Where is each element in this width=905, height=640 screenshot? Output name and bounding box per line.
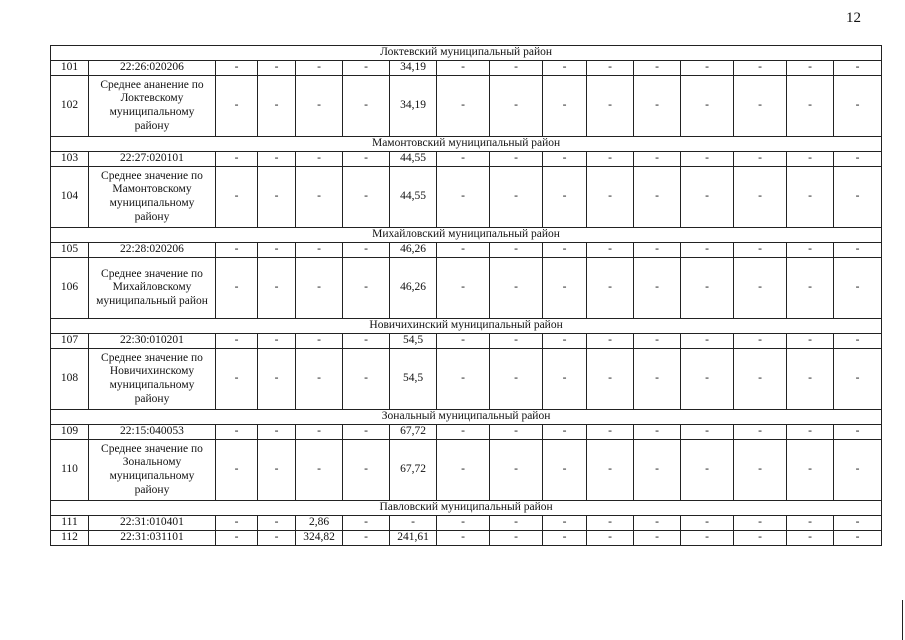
row-number: 109 bbox=[51, 425, 89, 440]
value-cell: - bbox=[587, 516, 634, 531]
value-cell: - bbox=[734, 167, 787, 228]
value-cell: - bbox=[634, 152, 681, 167]
value-cell: - bbox=[834, 258, 882, 319]
average-label: Среднее значение по Новичихинскому муниципальному району bbox=[89, 349, 216, 410]
value-cell: - bbox=[543, 152, 587, 167]
section-title: Зональный муниципальный район bbox=[51, 410, 882, 425]
value-cell: - bbox=[490, 167, 543, 228]
value-cell: - bbox=[587, 167, 634, 228]
value-cell: - bbox=[216, 531, 258, 546]
value-cell: - bbox=[834, 243, 882, 258]
value-cell: - bbox=[343, 243, 390, 258]
value-cell: 2,86 bbox=[296, 516, 343, 531]
value-cell: - bbox=[634, 76, 681, 137]
value-cell: - bbox=[343, 258, 390, 319]
value-cell: - bbox=[437, 61, 490, 76]
value-cell: - bbox=[543, 334, 587, 349]
value-cell: - bbox=[258, 349, 296, 410]
value-cell: - bbox=[543, 258, 587, 319]
table-row bbox=[51, 152, 882, 167]
value-cell: - bbox=[834, 152, 882, 167]
cadastral-quarter: 22:28:020206 bbox=[89, 243, 216, 258]
value-cell: - bbox=[343, 516, 390, 531]
value-cell: - bbox=[787, 243, 834, 258]
row-number: 101 bbox=[51, 61, 89, 76]
table-row bbox=[51, 349, 882, 410]
value-cell: - bbox=[296, 167, 343, 228]
value-cell: - bbox=[343, 425, 390, 440]
value-cell: - bbox=[258, 243, 296, 258]
value-cell: 324,82 bbox=[296, 531, 343, 546]
value-cell: - bbox=[490, 334, 543, 349]
value-cell: - bbox=[587, 243, 634, 258]
value-cell: - bbox=[834, 425, 882, 440]
section-header-row bbox=[51, 501, 882, 516]
section-header-row bbox=[51, 410, 882, 425]
row-number: 105 bbox=[51, 243, 89, 258]
row-number: 103 bbox=[51, 152, 89, 167]
row-number: 110 bbox=[51, 440, 89, 501]
value-cell: - bbox=[734, 440, 787, 501]
value-cell: - bbox=[787, 425, 834, 440]
value-cell: - bbox=[734, 76, 787, 137]
value-cell: - bbox=[787, 349, 834, 410]
value-cell: - bbox=[834, 334, 882, 349]
value-cell: - bbox=[437, 425, 490, 440]
value-cell: - bbox=[343, 531, 390, 546]
value-cell: 54,5 bbox=[390, 334, 437, 349]
value-cell: - bbox=[634, 440, 681, 501]
table-row bbox=[51, 167, 882, 228]
value-cell: - bbox=[834, 516, 882, 531]
value-cell: - bbox=[296, 425, 343, 440]
value-cell: - bbox=[681, 440, 734, 501]
value-cell: - bbox=[437, 516, 490, 531]
value-cell: - bbox=[258, 440, 296, 501]
row-number: 108 bbox=[51, 349, 89, 410]
value-cell: - bbox=[437, 349, 490, 410]
value-cell: - bbox=[587, 76, 634, 137]
value-cell: - bbox=[787, 531, 834, 546]
value-cell: - bbox=[543, 425, 587, 440]
section-title: Павловский муниципальный район bbox=[51, 501, 882, 516]
value-cell: - bbox=[587, 349, 634, 410]
value-cell: - bbox=[296, 152, 343, 167]
value-cell: - bbox=[681, 531, 734, 546]
row-number: 107 bbox=[51, 334, 89, 349]
value-cell: - bbox=[296, 61, 343, 76]
value-cell: 44,55 bbox=[390, 167, 437, 228]
value-cell: - bbox=[734, 61, 787, 76]
value-cell: - bbox=[216, 61, 258, 76]
value-cell: - bbox=[681, 258, 734, 319]
row-number: 106 bbox=[51, 258, 89, 319]
value-cell: - bbox=[787, 440, 834, 501]
value-cell: 241,61 bbox=[390, 531, 437, 546]
value-cell: 54,5 bbox=[390, 349, 437, 410]
value-cell: - bbox=[296, 243, 343, 258]
cadastral-quarter: 22:26:020206 bbox=[89, 61, 216, 76]
value-cell: - bbox=[734, 349, 787, 410]
row-number: 102 bbox=[51, 76, 89, 137]
value-cell: - bbox=[258, 152, 296, 167]
value-cell: - bbox=[543, 243, 587, 258]
table-row bbox=[51, 516, 882, 531]
value-cell: - bbox=[437, 440, 490, 501]
table-row bbox=[51, 61, 882, 76]
value-cell: - bbox=[216, 243, 258, 258]
value-cell: - bbox=[543, 531, 587, 546]
value-cell: - bbox=[490, 258, 543, 319]
value-cell: - bbox=[343, 349, 390, 410]
value-cell: - bbox=[258, 167, 296, 228]
table-row bbox=[51, 243, 882, 258]
value-cell: - bbox=[437, 152, 490, 167]
value-cell: - bbox=[587, 334, 634, 349]
value-cell: - bbox=[437, 243, 490, 258]
cadastral-quarter: 22:31:010401 bbox=[89, 516, 216, 531]
value-cell: - bbox=[734, 243, 787, 258]
value-cell: - bbox=[587, 531, 634, 546]
value-cell: - bbox=[587, 440, 634, 501]
average-label: Среднее ананение по Локтевскому муниципальному району bbox=[89, 76, 216, 137]
value-cell: - bbox=[216, 258, 258, 319]
value-cell: - bbox=[216, 440, 258, 501]
value-cell: - bbox=[216, 167, 258, 228]
value-cell: - bbox=[490, 440, 543, 501]
value-cell: - bbox=[543, 61, 587, 76]
value-cell: - bbox=[258, 334, 296, 349]
table-row bbox=[51, 258, 882, 319]
value-cell: - bbox=[681, 76, 734, 137]
section-header-row bbox=[51, 228, 882, 243]
value-cell: 44,55 bbox=[390, 152, 437, 167]
value-cell: - bbox=[437, 167, 490, 228]
value-cell: - bbox=[787, 516, 834, 531]
value-cell: 34,19 bbox=[390, 61, 437, 76]
average-label: Среднее значение по Михайловскому муниципальный район bbox=[89, 258, 216, 319]
value-cell: - bbox=[490, 61, 543, 76]
value-cell: - bbox=[681, 425, 734, 440]
value-cell: - bbox=[343, 167, 390, 228]
row-number: 111 bbox=[51, 516, 89, 531]
value-cell: - bbox=[216, 76, 258, 137]
value-cell: - bbox=[490, 425, 543, 440]
value-cell: - bbox=[681, 334, 734, 349]
table-row bbox=[51, 531, 882, 546]
value-cell: - bbox=[343, 152, 390, 167]
value-cell: - bbox=[634, 349, 681, 410]
value-cell: - bbox=[296, 76, 343, 137]
value-cell: - bbox=[543, 76, 587, 137]
cadastral-quarter: 22:30:010201 bbox=[89, 334, 216, 349]
table-row bbox=[51, 425, 882, 440]
table-row bbox=[51, 440, 882, 501]
value-cell: - bbox=[437, 531, 490, 546]
value-cell: - bbox=[343, 440, 390, 501]
value-cell: - bbox=[258, 531, 296, 546]
value-cell: - bbox=[734, 334, 787, 349]
value-cell: - bbox=[681, 516, 734, 531]
value-cell: - bbox=[258, 61, 296, 76]
section-header-row bbox=[51, 319, 882, 334]
value-cell: - bbox=[343, 61, 390, 76]
value-cell: - bbox=[734, 531, 787, 546]
section-header-row bbox=[51, 46, 882, 61]
value-cell: - bbox=[587, 425, 634, 440]
value-cell: - bbox=[787, 258, 834, 319]
value-cell: - bbox=[634, 531, 681, 546]
value-cell: - bbox=[490, 531, 543, 546]
row-number: 112 bbox=[51, 531, 89, 546]
value-cell: - bbox=[258, 258, 296, 319]
value-cell: - bbox=[681, 152, 734, 167]
value-cell: - bbox=[216, 425, 258, 440]
scan-edge-mark bbox=[902, 600, 903, 640]
value-cell: - bbox=[587, 61, 634, 76]
page-number: 12 bbox=[846, 10, 861, 26]
value-cell: - bbox=[437, 76, 490, 137]
value-cell: - bbox=[834, 440, 882, 501]
value-cell: - bbox=[216, 334, 258, 349]
value-cell: - bbox=[543, 167, 587, 228]
value-cell: - bbox=[787, 167, 834, 228]
value-cell: - bbox=[834, 349, 882, 410]
value-cell: - bbox=[343, 76, 390, 137]
value-cell: - bbox=[834, 76, 882, 137]
value-cell: - bbox=[258, 425, 296, 440]
value-cell: - bbox=[216, 516, 258, 531]
value-cell: - bbox=[543, 349, 587, 410]
table-row bbox=[51, 76, 882, 137]
value-cell: - bbox=[634, 258, 681, 319]
table-row bbox=[51, 334, 882, 349]
value-cell: - bbox=[834, 531, 882, 546]
value-cell: - bbox=[634, 425, 681, 440]
section-title: Михайловский муниципальный район bbox=[51, 228, 882, 243]
cadastral-quarter: 22:27:020101 bbox=[89, 152, 216, 167]
value-cell: 46,26 bbox=[390, 258, 437, 319]
value-cell: - bbox=[634, 167, 681, 228]
average-label: Среднее значение по Мамонтовскому муниципальному району bbox=[89, 167, 216, 228]
value-cell: - bbox=[490, 516, 543, 531]
value-cell: - bbox=[634, 61, 681, 76]
value-cell: - bbox=[296, 440, 343, 501]
value-cell: - bbox=[587, 152, 634, 167]
value-cell: 34,19 bbox=[390, 76, 437, 137]
value-cell: - bbox=[258, 516, 296, 531]
value-cell: - bbox=[490, 349, 543, 410]
value-cell: - bbox=[734, 516, 787, 531]
section-title: Локтевский муниципальный район bbox=[51, 46, 882, 61]
row-number: 104 bbox=[51, 167, 89, 228]
value-cell: - bbox=[296, 334, 343, 349]
value-cell: - bbox=[437, 258, 490, 319]
value-cell: - bbox=[734, 152, 787, 167]
value-cell: - bbox=[390, 516, 437, 531]
value-cell: - bbox=[787, 76, 834, 137]
value-cell: - bbox=[258, 76, 296, 137]
value-cell: - bbox=[681, 243, 734, 258]
value-cell: - bbox=[681, 349, 734, 410]
cadastral-quarter: 22:31:031101 bbox=[89, 531, 216, 546]
data-table bbox=[50, 45, 882, 546]
section-header-row bbox=[51, 137, 882, 152]
value-cell: - bbox=[734, 425, 787, 440]
value-cell: - bbox=[343, 334, 390, 349]
value-cell: - bbox=[490, 243, 543, 258]
value-cell: 46,26 bbox=[390, 243, 437, 258]
value-cell: - bbox=[543, 516, 587, 531]
value-cell: - bbox=[437, 334, 490, 349]
value-cell: - bbox=[216, 349, 258, 410]
value-cell: 67,72 bbox=[390, 425, 437, 440]
section-title: Новичихинский муниципальный район bbox=[51, 319, 882, 334]
value-cell: - bbox=[296, 349, 343, 410]
value-cell: - bbox=[296, 258, 343, 319]
value-cell: - bbox=[490, 76, 543, 137]
value-cell: - bbox=[734, 258, 787, 319]
value-cell: - bbox=[681, 61, 734, 76]
section-title: Мамонтовский муниципальный район bbox=[51, 137, 882, 152]
value-cell: - bbox=[834, 167, 882, 228]
value-cell: - bbox=[834, 61, 882, 76]
average-label: Среднее значение по Зональному муниципальному району bbox=[89, 440, 216, 501]
value-cell: - bbox=[634, 516, 681, 531]
value-cell: - bbox=[543, 440, 587, 501]
value-cell: - bbox=[681, 167, 734, 228]
value-cell: - bbox=[634, 243, 681, 258]
value-cell: - bbox=[787, 152, 834, 167]
value-cell: - bbox=[787, 334, 834, 349]
value-cell: - bbox=[587, 258, 634, 319]
value-cell: 67,72 bbox=[390, 440, 437, 501]
cadastral-quarter: 22:15:040053 bbox=[89, 425, 216, 440]
value-cell: - bbox=[490, 152, 543, 167]
value-cell: - bbox=[216, 152, 258, 167]
value-cell: - bbox=[787, 61, 834, 76]
value-cell: - bbox=[634, 334, 681, 349]
